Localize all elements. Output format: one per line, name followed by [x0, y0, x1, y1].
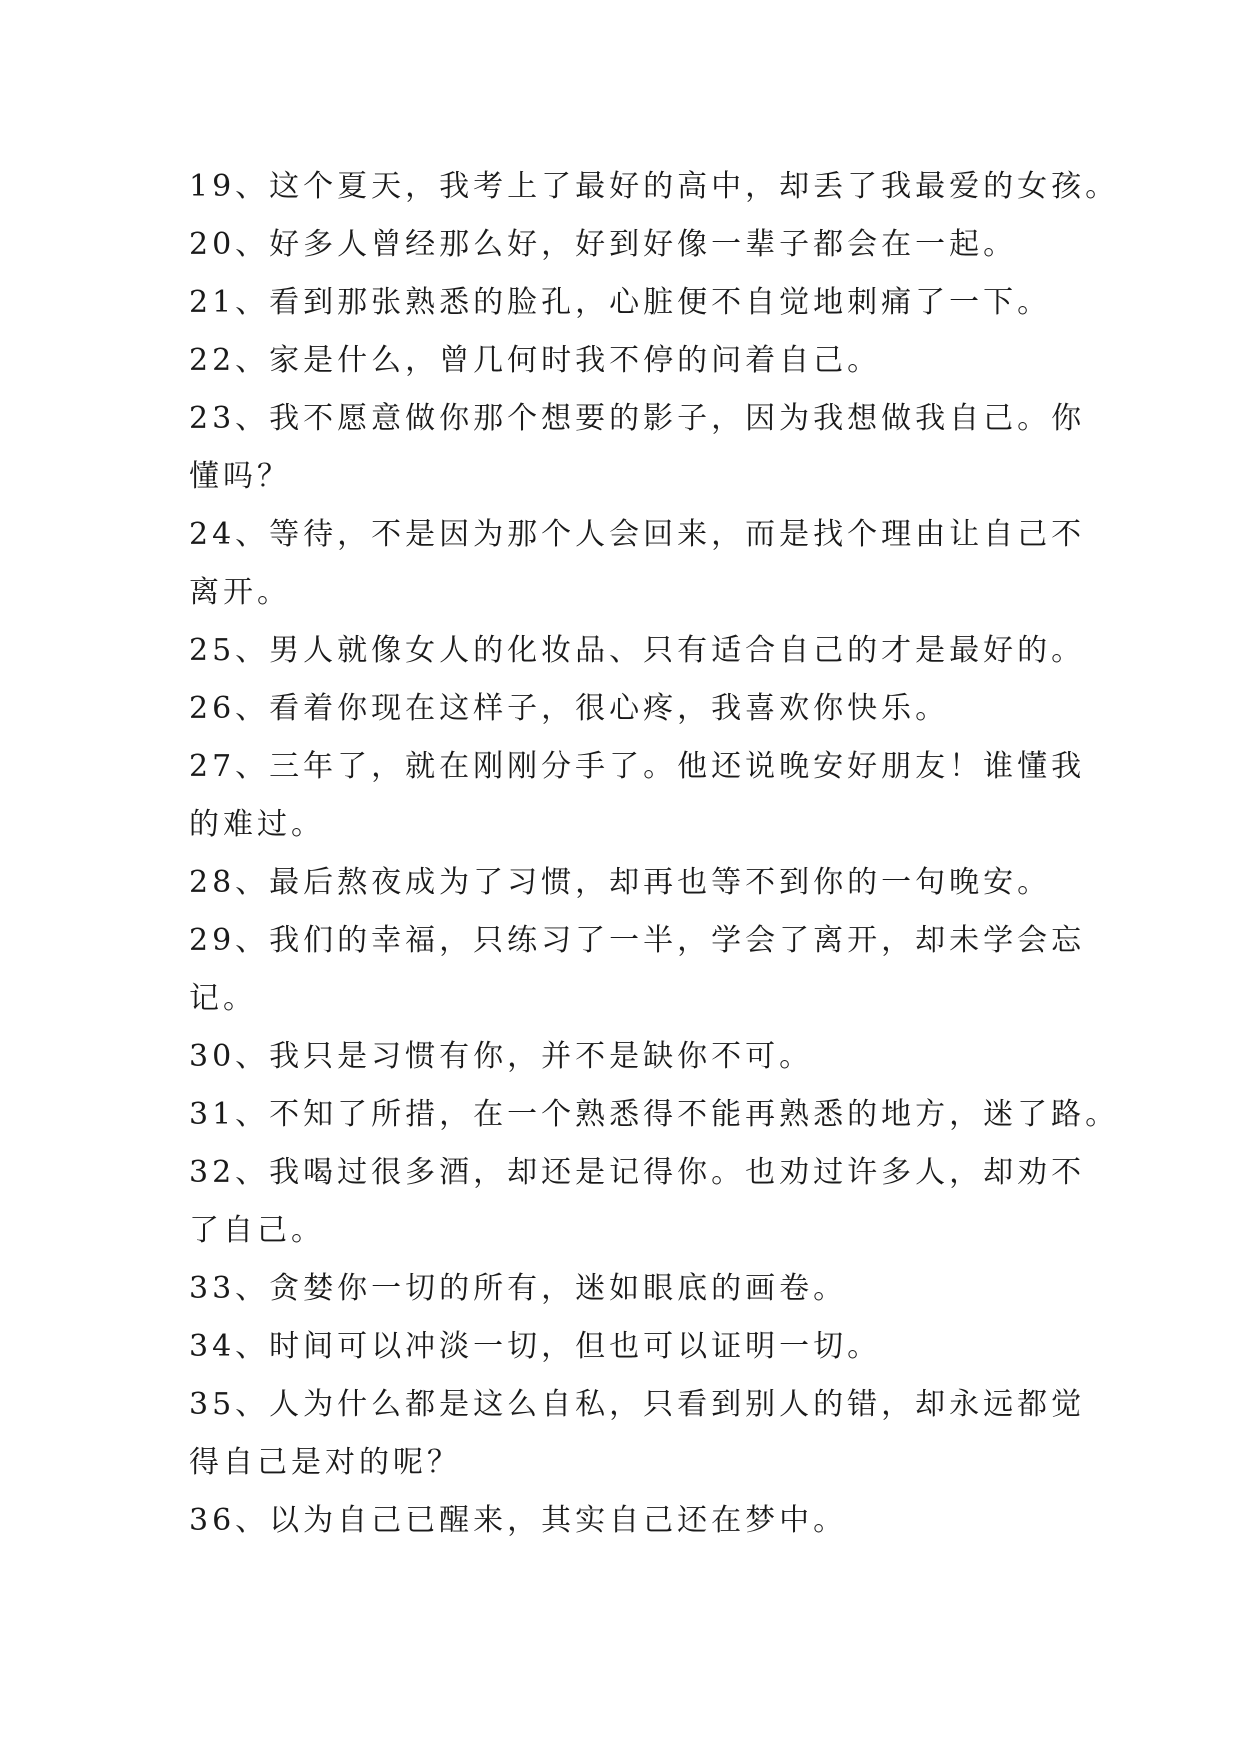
- text-line: 懂吗？: [189, 459, 291, 494]
- text-line: 19、这个夏天，我考上了最好的高中，却丢了我最爱的女孩。: [189, 169, 1120, 204]
- text-line: 离开。: [189, 575, 291, 610]
- text-line: 24、等待，不是因为那个人会回来，而是找个理由让自己不: [189, 517, 1086, 552]
- text-line: 23、我不愿意做你那个想要的影子，因为我想做我自己。你: [189, 401, 1086, 436]
- text-line: 28、最后熬夜成为了习惯，却再也等不到你的一句晚安。: [189, 865, 1052, 900]
- text-line: 25、男人就像女人的化妆品、只有适合自己的才是最好的。: [189, 633, 1086, 668]
- document-body: [189, 158, 1120, 1550]
- text-line: 的难过。: [189, 807, 325, 842]
- text-line: 记。: [189, 981, 257, 1016]
- text-line: 30、我只是习惯有你，并不是缺你不可。: [189, 1039, 814, 1074]
- text-line: 33、贪婪你一切的所有，迷如眼底的画卷。: [189, 1271, 848, 1306]
- text-line: 了自己。: [189, 1213, 325, 1248]
- text-line: 21、看到那张熟悉的脸孔，心脏便不自觉地刺痛了一下。: [189, 285, 1052, 320]
- text-line: 35、人为什么都是这么自私，只看到别人的错，却永远都觉: [189, 1387, 1086, 1422]
- text-line: 34、时间可以冲淡一切，但也可以证明一切。: [189, 1329, 882, 1364]
- text-line: 32、我喝过很多酒，却还是记得你。也劝过许多人，却劝不: [189, 1155, 1086, 1190]
- text-line: 31、不知了所措，在一个熟悉得不能再熟悉的地方，迷了路。: [189, 1097, 1120, 1132]
- text-line: 20、好多人曾经那么好，好到好像一辈子都会在一起。: [189, 227, 1018, 262]
- text-line: 22、家是什么，曾几何时我不停的问着自己。: [189, 343, 882, 378]
- text-line: 27、三年了，就在刚刚分手了。他还说晚安好朋友！谁懂我: [189, 749, 1086, 784]
- text-line: 26、看着你现在这样子，很心疼，我喜欢你快乐。: [189, 691, 950, 726]
- text-line: 36、以为自己已醒来，其实自己还在梦中。: [189, 1503, 848, 1538]
- text-line: 29、我们的幸福，只练习了一半，学会了离开，却未学会忘: [189, 923, 1086, 958]
- text-line: 得自己是对的呢？: [189, 1445, 461, 1480]
